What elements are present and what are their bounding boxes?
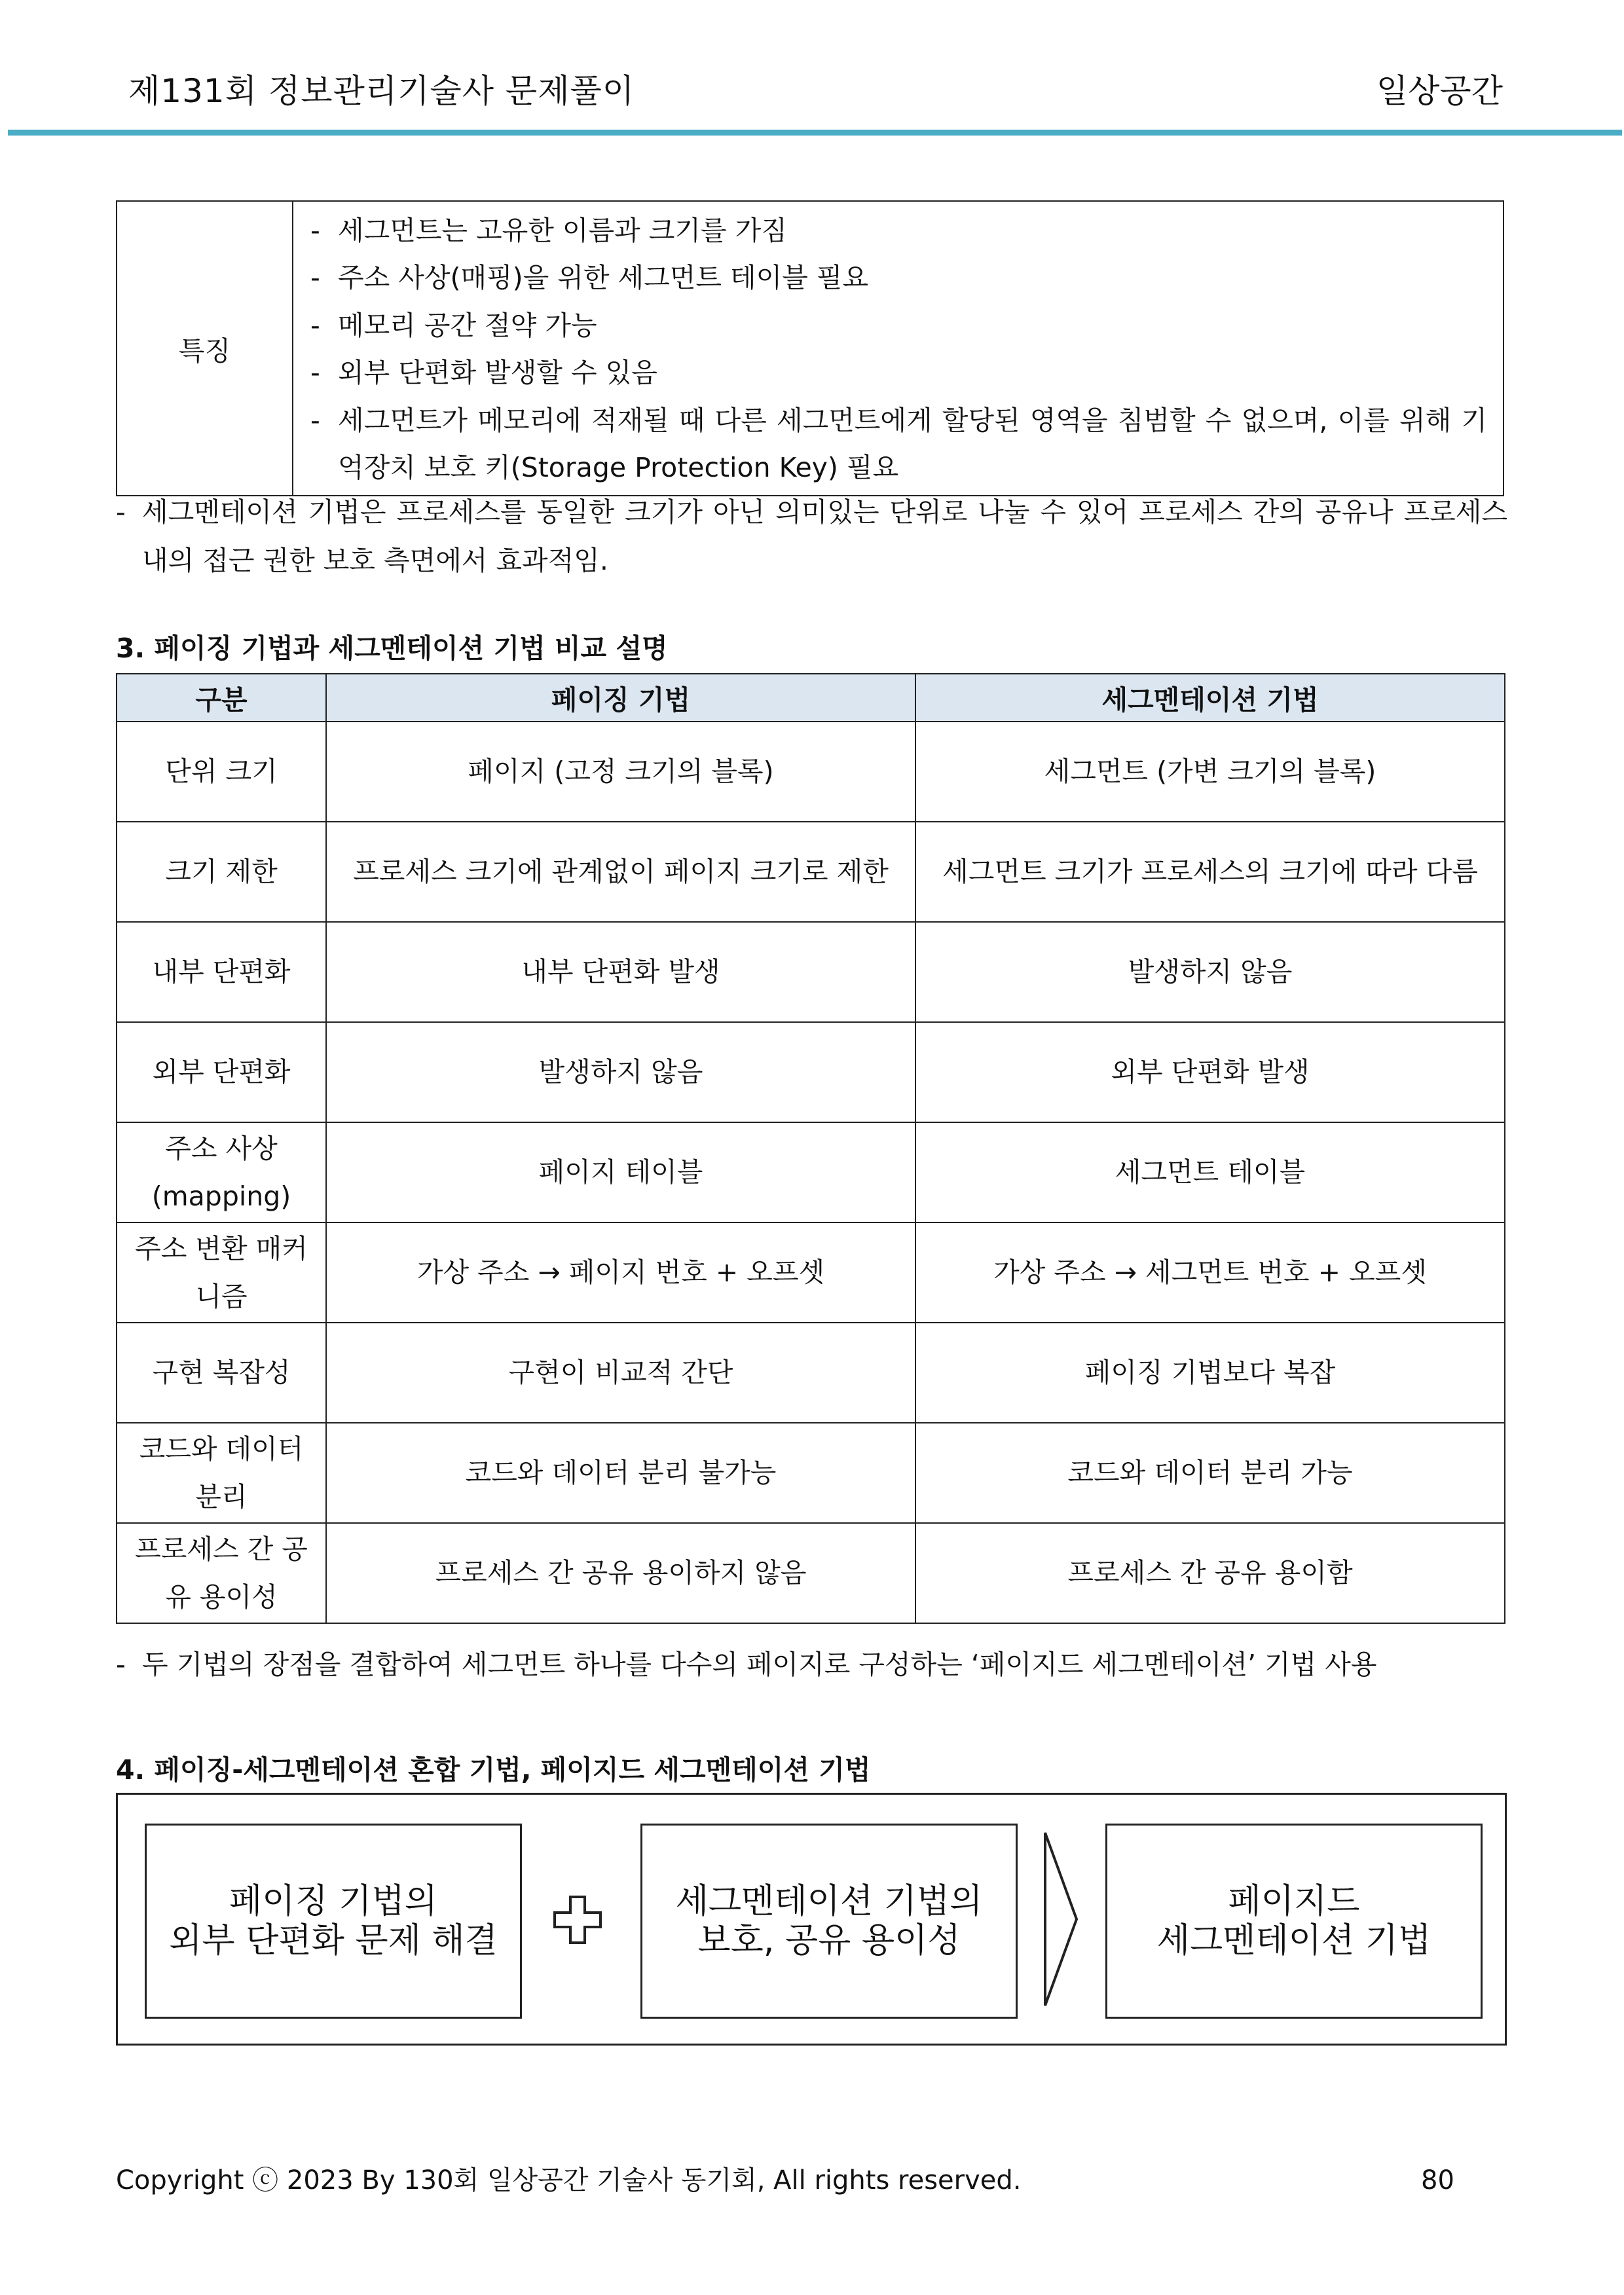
row-label: 외부 단편화 [117,1022,326,1122]
section-3-heading: 3. 페이징 기법과 세그멘테이션 기법 비교 설명 [116,633,668,664]
paged-segmentation-box: 페이지드 세그멘테이션 기법 [1105,1824,1483,2019]
row-label: 주소 사상 (mapping) [117,1122,326,1222]
paging-cell: 발생하지 않음 [326,1022,915,1122]
paging-cell: 프로세스 간 공유 용이하지 않음 [326,1523,915,1623]
row-label: 내부 단편화 [117,922,326,1022]
feature-item: - 세그먼트는 고유한 이름과 크기를 가짐 [310,215,787,246]
comparison-header-row [117,674,1505,722]
features-row [117,201,1504,496]
segmentation-benefit-box: 세그멘테이션 기법의 보호, 공유 용이성 [640,1824,1018,2019]
segmentation-cell: 세그먼트 테이블 [915,1122,1505,1222]
segmentation-cell: 세그먼트 (가변 크기의 블록) [915,722,1505,822]
features-label: 특징 [117,201,293,496]
paging-benefit-box: 페이징 기법의 외부 단편화 문제 해결 [145,1824,522,2019]
column-header-segmentation: 세그멘테이션 기법 [915,674,1505,722]
feature-item: - 메모리 공간 절약 가능 [310,309,597,341]
comparison-table [116,673,1505,1624]
paging-cell: 내부 단편화 발생 [326,922,915,1022]
section-4-heading: 4. 페이징-세그멘테이션 혼합 기법, 페이지드 세그멘테이션 기법 [116,1754,871,1786]
page-number: 80 [1421,2165,1454,2195]
paging-cell: 프로세스 크기에 관계없이 페이지 크기로 제한 [326,822,915,922]
paged-segmentation-note: - 두 기법의 장점을 결합하여 세그먼트 하나를 다수의 페이지로 구성하는 ‘페이지드 세그멘테이션’ 기법 사용 [116,1649,1377,1680]
paging-cell: 코드와 데이터 분리 불가능 [326,1423,915,1523]
row-label: 주소 변환 매커니즘 [117,1222,326,1323]
row-label: 코드와 데이터 분리 [117,1423,326,1523]
hybrid-diagram [116,1793,1507,2046]
paging-cell: 구현이 비교적 간단 [326,1323,915,1423]
table-row [117,922,1505,1022]
table-row [117,722,1505,822]
footer-copyright: Copyright ⓒ 2023 By 130회 일상공간 기술사 동기회, All rights reserved. [116,2165,1022,2195]
table-row [117,822,1505,922]
feature-item: - 세그먼트가 메모리에 적재될 때 다른 세그먼트에게 할당된 영역을 침범할 수 없으며, 이를 위해 기억장치 보호 키(Storage Protection Key) 필요 [310,404,1487,484]
table-row [117,1222,1505,1323]
paging-cell: 가상 주소 → 페이지 번호 + 오프셋 [326,1222,915,1323]
table-row [117,1323,1505,1423]
feature-item: - 외부 단편화 발생할 수 있음 [310,357,657,389]
document-title: 제131회 정보관리기술사 문제풀이 [128,72,635,110]
header-divider [8,130,1622,136]
segmentation-cell: 프로세스 간 공유 용이함 [915,1523,1505,1623]
segmentation-note: - 세그멘테이션 기법은 프로세스를 동일한 크기가 아닌 의미있는 단위로 나눌 수 있어 프로세스 간의 공유나 프로세스 내의 접근 권한 보호 측면에서 효과적임. [116,496,1507,576]
segmentation-cell: 외부 단편화 발생 [915,1022,1505,1122]
table-row [117,1022,1505,1122]
segmentation-cell: 가상 주소 → 세그먼트 번호 + 오프셋 [915,1222,1505,1323]
column-header-category: 구분 [117,674,326,722]
table-row [117,1122,1505,1222]
row-label: 프로세스 간 공유 용이성 [117,1523,326,1623]
row-label: 구현 복잡성 [117,1323,326,1423]
table-row [117,1523,1505,1623]
paging-cell: 페이지 테이블 [326,1122,915,1222]
features-table [116,200,1504,496]
row-label: 단위 크기 [117,722,326,822]
table-row [117,1423,1505,1523]
segmentation-cell: 발생하지 않음 [915,922,1505,1022]
segmentation-cell: 페이징 기법보다 복잡 [915,1323,1505,1423]
segmentation-cell: 코드와 데이터 분리 가능 [915,1423,1505,1523]
publisher-label: 일상공간 [1376,72,1503,110]
segmentation-cell: 세그먼트 크기가 프로세스의 크기에 따라 다름 [915,822,1505,922]
chevron-right-icon [1043,1830,1079,2008]
features-list [293,201,1504,496]
paging-cell: 페이지 (고정 크기의 블록) [326,722,915,822]
plus-icon [553,1895,602,1945]
row-label: 크기 제한 [117,822,326,922]
page-header [0,0,1624,141]
feature-item: - 주소 사상(매핑)을 위한 세그먼트 테이블 필요 [310,262,869,294]
column-header-paging: 페이징 기법 [326,674,915,722]
